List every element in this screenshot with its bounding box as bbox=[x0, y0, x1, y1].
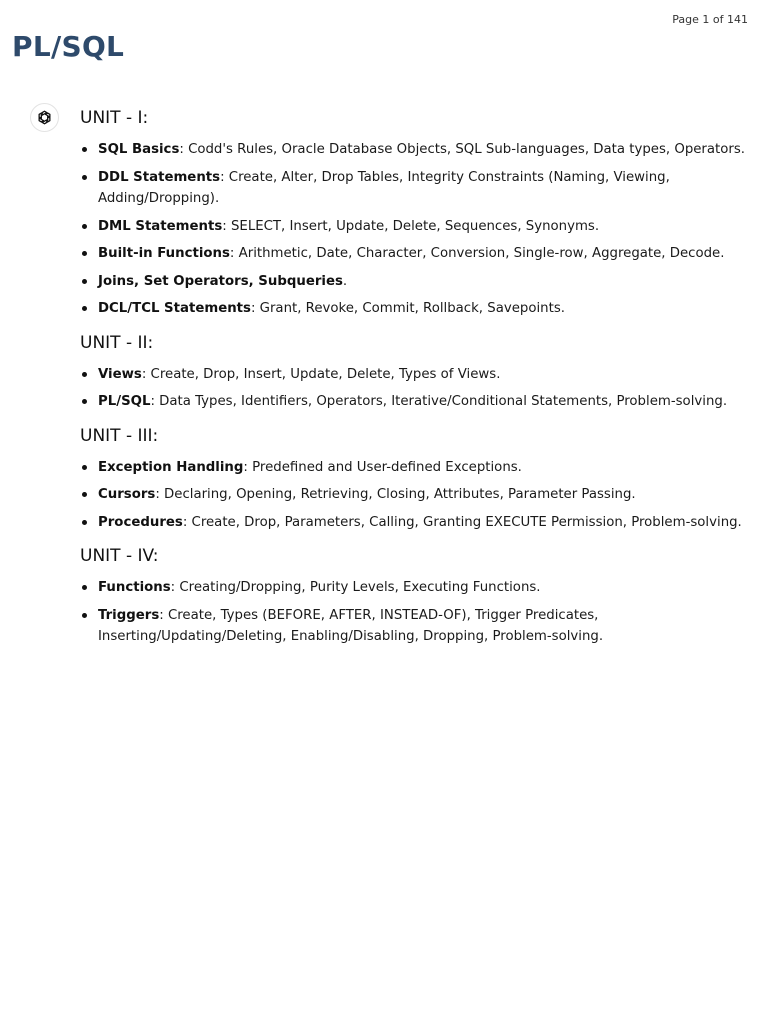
list-item bbox=[80, 139, 748, 161]
list-item bbox=[80, 243, 748, 265]
topic-description: : Create, Drop, Insert, Update, Delete, Types of Views. bbox=[141, 366, 501, 382]
syllabus-content bbox=[80, 106, 748, 659]
list-item bbox=[80, 167, 748, 210]
openai-logo-icon bbox=[36, 109, 53, 126]
topic-description: : Arithmetic, Date, Character, Conversion, Single-row, Aggregate, Decode. bbox=[229, 246, 725, 261]
unit-heading: UNIT - IV: bbox=[80, 546, 159, 566]
topic-term: DDL Statements bbox=[98, 169, 221, 185]
unit-2-section bbox=[80, 331, 748, 413]
list-item bbox=[80, 512, 748, 534]
list-item bbox=[80, 298, 748, 320]
unit-4-section bbox=[80, 544, 748, 648]
unit-heading: UNIT - III: bbox=[80, 425, 159, 446]
topic-description: : SELECT, Insert, Update, Delete, Sequences, Synonyms. bbox=[222, 218, 600, 234]
topic-term: Triggers bbox=[98, 607, 160, 623]
unit-1-section bbox=[80, 106, 748, 320]
topic-description: : Declaring, Opening, Retrieving, Closing, Attributes, Parameter Passing. bbox=[155, 487, 636, 502]
list-item bbox=[80, 577, 748, 599]
list-item bbox=[80, 457, 748, 479]
topic-term: Joins, Set Operators, Subqueries bbox=[98, 273, 343, 289]
list-item bbox=[80, 216, 748, 238]
topic-list bbox=[80, 577, 748, 648]
topic-description: : Create, Drop, Parameters, Calling, Granting EXECUTE Permission, Problem-solving. bbox=[182, 514, 742, 530]
list-item bbox=[80, 484, 748, 506]
topic-description: : Create, Alter, Drop Tables, Integrity Constraints (Naming, Viewing, Adding/Dropping). bbox=[98, 169, 670, 206]
topic-term: DML Statements bbox=[98, 218, 223, 234]
topic-description: : Data Types, Identifiers, Operators, Iterative/Conditional Statements, Problem-solving. bbox=[150, 394, 728, 409]
topic-list bbox=[80, 139, 748, 320]
topic-term: SQL Basics bbox=[98, 142, 180, 157]
topic-description: : Grant, Revoke, Commit, Rollback, Savepoints. bbox=[250, 301, 565, 316]
page-title: PL/SQL bbox=[12, 30, 125, 63]
topic-term: Procedures bbox=[98, 514, 183, 530]
topic-term: PL/SQL bbox=[98, 394, 151, 409]
unit-3-section bbox=[80, 424, 748, 534]
unit-heading: UNIT - I: bbox=[80, 108, 149, 128]
list-item bbox=[80, 364, 748, 386]
list-item bbox=[80, 605, 748, 648]
topic-term: Functions bbox=[98, 580, 171, 595]
topic-description: : Predefined and User-defined Exceptions. bbox=[243, 459, 522, 475]
topic-description: : Create, Types (BEFORE, AFTER, INSTEAD-OF), Trigger Predicates, Inserting/Updating/Deleting, Enabling/Disabling, Dropping, Problem-solving. bbox=[98, 607, 604, 644]
topic-list bbox=[80, 457, 748, 534]
topic-term: Cursors bbox=[98, 487, 156, 502]
list-item bbox=[80, 271, 748, 293]
assistant-avatar bbox=[30, 103, 59, 132]
list-item bbox=[80, 391, 748, 413]
page-counter: Page 1 of 141 bbox=[672, 13, 748, 26]
topic-term: DCL/TCL Statements bbox=[98, 301, 251, 316]
topic-term: Exception Handling bbox=[98, 459, 244, 475]
topic-description: : Creating/Dropping, Purity Levels, Executing Functions. bbox=[170, 580, 541, 595]
topic-term: Views bbox=[98, 366, 142, 382]
unit-heading: UNIT - II: bbox=[80, 332, 154, 353]
topic-description: : Codd's Rules, Oracle Database Objects, SQL Sub-languages, Data types, Operators. bbox=[179, 142, 746, 157]
topic-term: Built-in Functions bbox=[98, 246, 230, 261]
topic-list bbox=[80, 364, 748, 413]
topic-description: . bbox=[342, 273, 348, 289]
